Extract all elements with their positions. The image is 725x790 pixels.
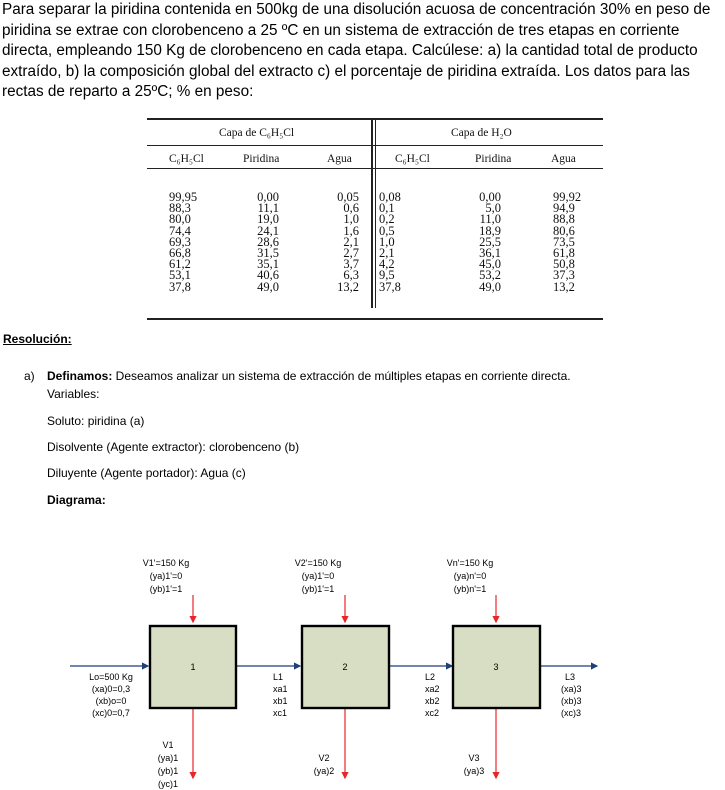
- variables-label: Variables:: [47, 387, 100, 401]
- raffinate-label-3: [561, 672, 582, 718]
- solvent-input-label-1: [143, 558, 190, 594]
- svg-text:(xc)3: (xc)3: [561, 708, 581, 718]
- table-group-rule: [147, 145, 603, 146]
- svg-text:(ya)2: (ya)2: [313, 766, 335, 776]
- svg-text:(xa)0=0,3: (xa)0=0,3: [91, 684, 131, 694]
- table-cell: 0,2: [379, 212, 395, 227]
- table-cell: 0,5: [379, 223, 395, 238]
- table-cell: 13,2: [553, 279, 575, 294]
- table-divider-2: [375, 118, 376, 308]
- variable-disolvente: Disolvente (Agente extractor): clorobenceno (b): [47, 440, 300, 454]
- extract-label-2: [314, 753, 335, 776]
- table-cell: 18,9: [479, 223, 501, 238]
- svg-text:Vn'=150 Kg: Vn'=150 Kg: [446, 558, 494, 568]
- table-cell: 80,0: [169, 212, 191, 227]
- table-cell: 37,8: [379, 279, 401, 294]
- table-cell: 50,8: [553, 257, 575, 272]
- table-cell: 88,8: [553, 212, 575, 227]
- feed-label: [89, 672, 133, 718]
- col-header: C₆H₅Cl: [395, 153, 430, 165]
- svg-text:xa2: xa2: [425, 684, 440, 694]
- table-cell: 13,2: [337, 279, 359, 294]
- table-cell: 61,8: [553, 246, 575, 261]
- table-cell: 31,5: [257, 246, 279, 261]
- svg-text:L2: L2: [425, 672, 436, 682]
- svg-text:(yb)1: (yb)1: [157, 766, 179, 776]
- variable-soluto: Soluto: piridina (a): [47, 414, 145, 428]
- svg-text:L3: L3: [565, 672, 576, 682]
- table-cell: 19,0: [257, 212, 279, 227]
- solvent-input-label-2: [295, 558, 342, 594]
- table-cell: 99,95: [169, 190, 198, 204]
- svg-text:(ya)1'=0: (ya)1'=0: [149, 571, 183, 581]
- svg-text:(ya)3: (ya)3: [463, 766, 485, 776]
- table-column: [553, 192, 581, 293]
- table-column: [379, 192, 401, 293]
- svg-text:L1: L1: [273, 672, 284, 682]
- table-cell: 24,1: [257, 223, 279, 238]
- table-cell: 28,6: [257, 234, 279, 249]
- define-line: [47, 369, 571, 383]
- table-cell: 2,1: [343, 234, 359, 249]
- table-cell: 53,2: [479, 268, 501, 283]
- table-cell: 0,00: [257, 190, 279, 204]
- svg-text:(xa)3: (xa)3: [561, 684, 582, 694]
- table-cell: 45,0: [479, 257, 501, 272]
- table-cell: 4,2: [379, 257, 395, 272]
- table-cell: 99,92: [553, 190, 582, 204]
- table-cell: 2,7: [343, 246, 359, 261]
- resolution-heading: Resolución:: [3, 332, 72, 346]
- section-marker: a): [24, 369, 35, 383]
- svg-text:V2'=150 Kg: V2'=150 Kg: [294, 558, 342, 568]
- svg-text:(yb)1'=1: (yb)1'=1: [149, 584, 183, 594]
- table-cell: 9,5: [379, 268, 395, 283]
- table-cell: 35,1: [257, 257, 279, 272]
- svg-text:(ya)1'=0: (ya)1'=0: [301, 571, 335, 581]
- raffinate-label-2: [425, 672, 440, 718]
- table-cell: 66,8: [169, 246, 191, 261]
- table-cell: 3,7: [343, 257, 359, 272]
- table-bottom-rule: [147, 318, 603, 320]
- table-cell: 69,3: [169, 234, 191, 249]
- group-header-left: Capa de C₆H₅Cl: [219, 127, 295, 139]
- svg-text:(yc)1: (yc)1: [158, 779, 178, 789]
- problem-statement: Para separar la piridina contenida en 500kg de una disolución acuosa de concentración 30% en peso de piridina se extrae con clorobenceno a 25 ºC en un sistema de extracción de tres etapas en corriente directa, empleando 150 Kg de clorobenceno en cada etapa. Calcúlese: a) la cantidad total de producto extraído, b) la composición global del extracto c) el porcentaje de piridina extraída. Los datos para las rectas de reparto a 25ºC; % en peso:: [2, 1, 711, 100]
- table-cell: 74,4: [169, 223, 191, 238]
- table-divider: [371, 118, 373, 308]
- table-cell: 88,3: [169, 201, 191, 216]
- col-header: Piridina: [243, 153, 280, 165]
- table-cell: 11,0: [479, 212, 501, 227]
- table-cell: 61,2: [169, 257, 191, 272]
- table-header-rule: [147, 168, 603, 169]
- table-cell: 0,6: [343, 201, 359, 216]
- table-cell: 11,1: [257, 201, 279, 216]
- table-cell: 1,0: [343, 212, 359, 227]
- solvent-input-label-3: [447, 558, 494, 594]
- table-cell: 0,05: [337, 190, 359, 204]
- table-cell: 53,1: [169, 268, 191, 283]
- svg-text:(yb)n'=1: (yb)n'=1: [453, 584, 487, 594]
- svg-text:(ya)1: (ya)1: [157, 753, 179, 763]
- svg-text:xc1: xc1: [273, 708, 288, 718]
- table-column: [243, 192, 279, 293]
- table-column: [169, 192, 197, 293]
- table-cell: 1,6: [343, 223, 359, 238]
- table-cell: 25,5: [479, 234, 501, 249]
- svg-text:xc2: xc2: [425, 708, 440, 718]
- table-cell: 0,00: [479, 190, 501, 204]
- svg-text:(xc)0=0,7: (xc)0=0,7: [92, 708, 130, 718]
- extraction-diagram: [0, 540, 725, 790]
- svg-text:(xb)3: (xb)3: [561, 696, 582, 706]
- table-cell: 6,3: [343, 268, 359, 283]
- table-cell: 49,0: [479, 279, 501, 294]
- stage-label-1: 1: [190, 662, 196, 672]
- group-header-right: Capa de H₂O: [451, 127, 512, 139]
- stage-label-2: 2: [342, 662, 348, 672]
- col-header: Piridina: [475, 153, 512, 165]
- equilibrium-data-table: [147, 118, 603, 328]
- svg-text:(xb)o=0: (xb)o=0: [95, 696, 127, 706]
- col-header: Agua: [551, 153, 576, 165]
- svg-text:xb1: xb1: [273, 696, 288, 706]
- table-cell: 37,8: [169, 279, 191, 294]
- table-cell: 0,1: [379, 201, 395, 216]
- diagram-label: Diagrama:: [47, 493, 106, 507]
- stage-label-3: 3: [493, 662, 499, 672]
- svg-text:V3: V3: [468, 753, 480, 763]
- table-cell: 94,9: [553, 201, 575, 216]
- table-cell: 1,0: [379, 234, 395, 249]
- svg-text:xa1: xa1: [273, 684, 288, 694]
- table-cell: 0,08: [379, 190, 401, 204]
- table-cell: 73,5: [553, 234, 575, 249]
- table-cell: 49,0: [257, 279, 279, 294]
- extract-label-3: [464, 753, 485, 776]
- table-cell: 36,1: [479, 246, 501, 261]
- table-column: [465, 192, 501, 293]
- col-header: C₆H₅Cl: [169, 153, 204, 165]
- table-cell: 37,3: [553, 268, 575, 283]
- svg-text:V2: V2: [318, 753, 330, 763]
- define-lead: Definamos:: [47, 369, 113, 383]
- extract-label-1: [158, 740, 179, 789]
- svg-text:(yb)1'=1: (yb)1'=1: [301, 584, 335, 594]
- define-text: Deseamos analizar un sistema de extracción de múltiples etapas en corriente directa.: [112, 369, 571, 383]
- svg-text:xb2: xb2: [425, 696, 440, 706]
- table-column: [323, 192, 359, 293]
- svg-text:Lo=500 Kg: Lo=500 Kg: [89, 672, 133, 682]
- table-cell: 40,6: [257, 268, 279, 283]
- col-header: Agua: [327, 153, 352, 165]
- table-cell: 5,0: [485, 201, 501, 216]
- svg-text:V1'=150 Kg: V1'=150 Kg: [142, 558, 190, 568]
- svg-text:V1: V1: [162, 740, 174, 750]
- svg-text:(ya)n'=0: (ya)n'=0: [453, 571, 487, 581]
- raffinate-label-1: [273, 672, 288, 718]
- variable-diluyente: Diluyente (Agente portador): Agua (c): [47, 466, 246, 480]
- table-cell: 2,1: [379, 246, 395, 261]
- table-cell: 80,6: [553, 223, 575, 238]
